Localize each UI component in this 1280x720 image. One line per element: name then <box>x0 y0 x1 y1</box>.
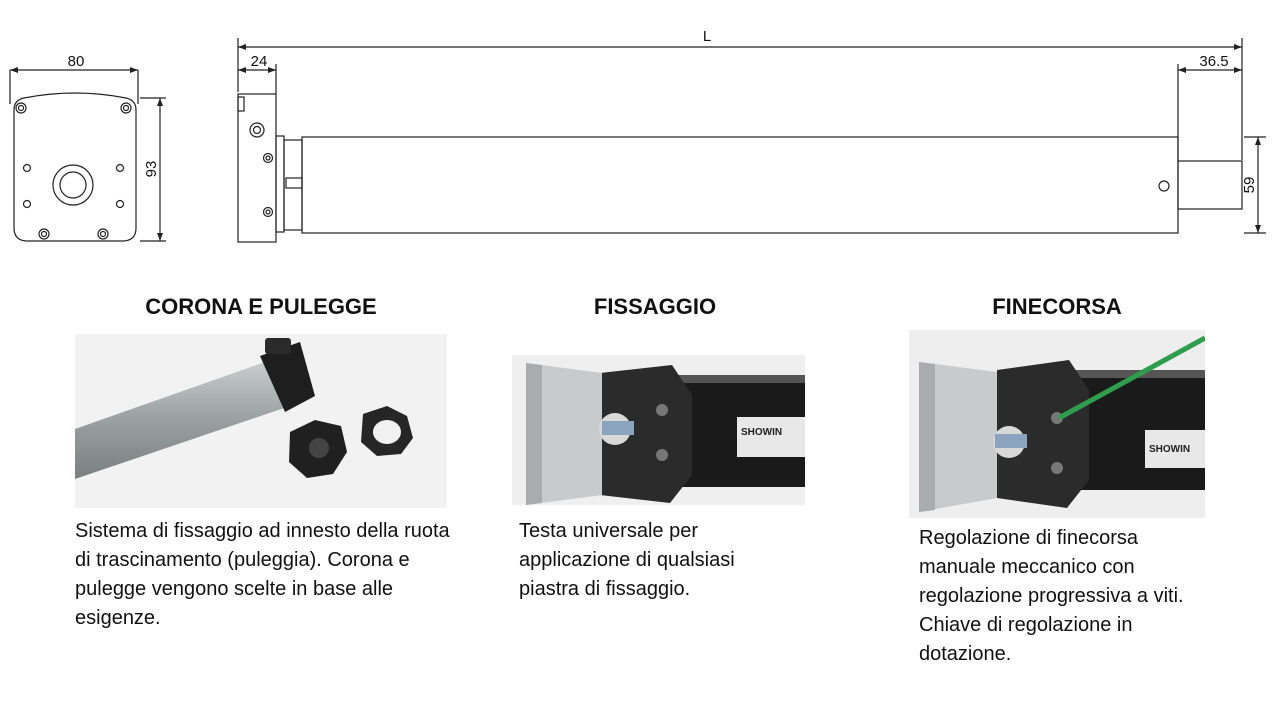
section-desc-finecorsa: Regolazione di finecorsa manuale meccanico con regolazione progressiva a viti. Chiave di regolazione in dotazione. <box>919 527 1184 665</box>
technical-drawing <box>0 0 1280 270</box>
dim-head-height-label: 93 <box>143 160 160 178</box>
dim-length-label: L <box>702 28 712 45</box>
motor-head-side <box>238 94 276 242</box>
motor-tail-side <box>1178 161 1242 209</box>
section-title-finecorsa: FINECORSA <box>992 294 1122 319</box>
dim-tail-length-label: 36.5 <box>1199 53 1229 70</box>
brand-label-fissaggio: SHOWIN <box>741 427 783 438</box>
photo-finecorsa <box>909 330 1205 518</box>
section-desc-corona: Sistema di fissaggio ad innesto della ruota di trascinamento (puleggia). Corona e pulegge vengono scelte in base alle esigenze. <box>75 520 450 629</box>
head-front-view <box>14 93 136 241</box>
dim-tail-height-label: 59 <box>1241 176 1258 194</box>
motor-tube-side <box>302 137 1178 233</box>
section-desc-fissaggio: Testa universale per applicazione di qualsiasi piastra di fissaggio. <box>519 520 735 600</box>
brand-label-finecorsa: SHOWIN <box>1149 444 1191 455</box>
section-title-fissaggio: FISSAGGIO <box>593 294 717 319</box>
section-title-corona: CORONA E PULEGGE <box>145 294 377 319</box>
photo-fissaggio <box>512 355 805 505</box>
photo-corona-pulegge <box>75 334 447 508</box>
shaft-hole <box>53 165 93 205</box>
dim-head-offset-label: 24 <box>250 53 268 70</box>
dim-head-width-label: 80 <box>67 53 85 70</box>
